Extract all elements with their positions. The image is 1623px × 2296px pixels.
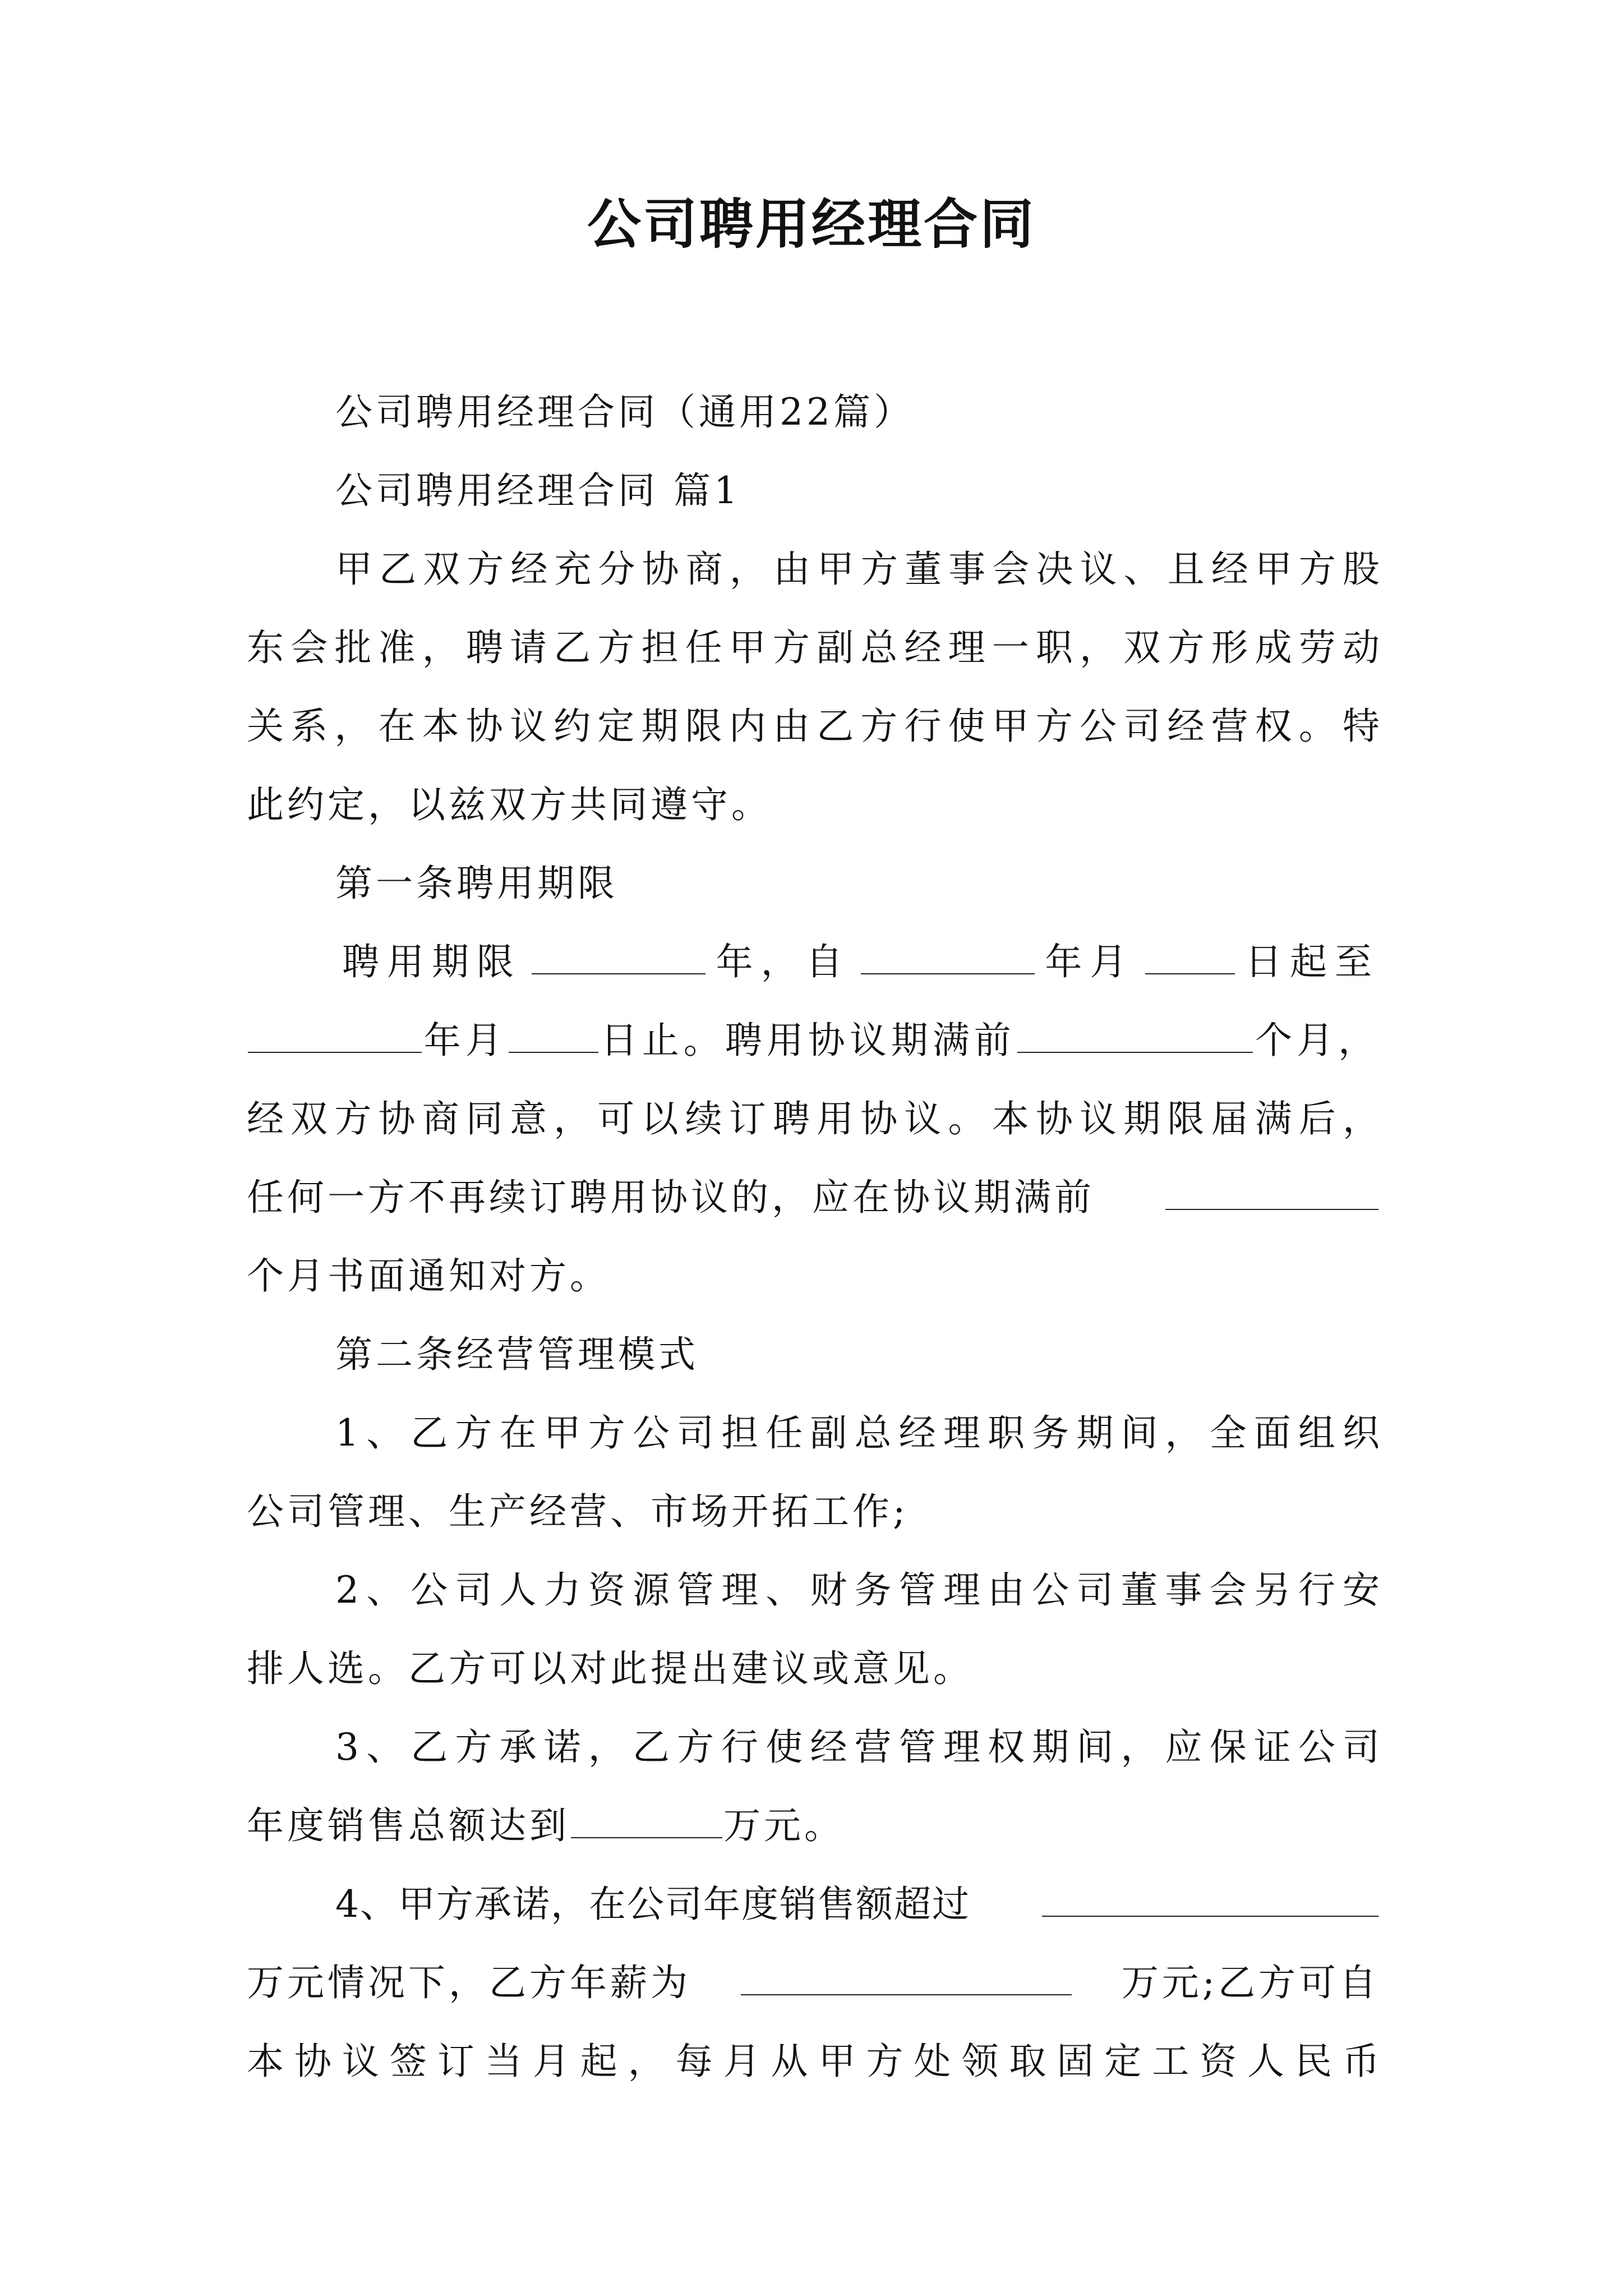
blank-field	[532, 938, 706, 974]
blank-field	[861, 938, 1035, 974]
article2-item3-line-1: 3、乙方承诺，乙方行使经营管理权期间，应保证公司	[335, 1726, 1380, 1769]
blank-field	[741, 1959, 1072, 1995]
blank-field	[571, 1802, 722, 1838]
article2-item2-line-2: 排人选。乙方可以对此提出建议或意见。	[247, 1647, 974, 1690]
article2-item4-line-1	[335, 1879, 1380, 1930]
text-run: 任何一方不再续订聘用协议的，应在协议期满前	[247, 1176, 1095, 1219]
text-run: 日止。聘用协议期满前	[600, 1019, 1016, 1062]
text-run: 聘用期限	[342, 940, 522, 983]
text-run: 个月，	[1255, 1019, 1380, 1062]
document-title: 公司聘用经理合同	[587, 193, 1036, 256]
text-run: 万元。	[723, 1804, 845, 1847]
text-run: 万元;乙方可自	[1121, 1961, 1380, 2004]
article2-item3-line-2	[247, 1801, 845, 1851]
text-run: 年月	[1045, 940, 1135, 983]
article2-item4-line-3: 本协议签订当月起，每月从甲方处领取固定工资人民币	[247, 2040, 1380, 2083]
blank-field	[1165, 1174, 1378, 1210]
blank-field	[509, 1017, 598, 1053]
article2-item1-line-1: 1、乙方在甲方公司担任副总经理职务期间，全面组织	[335, 1411, 1380, 1455]
text-run: 年度销售总额达到	[247, 1804, 570, 1847]
blank-field	[1042, 1881, 1378, 1917]
intro-line-1: 甲乙双方经充分协商，由甲方董事会决议、且经甲方股	[335, 547, 1380, 591]
article1-line-4	[247, 1172, 1380, 1223]
article2-heading: 第二条经营管理模式	[335, 1333, 699, 1376]
article1-heading: 第一条聘用期限	[335, 862, 618, 905]
text-run: 万元情况下，乙方年薪为	[247, 1961, 691, 2004]
blank-field	[1145, 938, 1235, 974]
article1-line-5: 个月书面通知对方。	[247, 1254, 610, 1297]
blank-field	[248, 1017, 422, 1053]
article1-line-3: 经双方协商同意，可以续订聘用协议。本协议期限届满后，	[247, 1097, 1380, 1140]
text-run: 4、甲方承诺，在公司年度销售额超过	[335, 1883, 970, 1926]
article1-line-2	[247, 1015, 1380, 1066]
text-run: 年，自	[716, 940, 851, 983]
text-run: 年月	[423, 1019, 507, 1062]
intro-line-3: 关系，在本协议约定期限内由乙方行使甲方公司经营权。特	[247, 705, 1380, 748]
part-heading: 公司聘用经理合同 篇1	[335, 469, 741, 512]
intro-line-4: 此约定，以兹双方共同遵守。	[247, 783, 772, 826]
blank-field	[1017, 1017, 1253, 1053]
article1-line-1	[342, 937, 1380, 987]
document-subtitle: 公司聘用经理合同（通用22篇）	[335, 390, 914, 434]
intro-line-2: 东会批准，聘请乙方担任甲方副总经理一职，双方形成劳动	[247, 626, 1380, 669]
article2-item4-line-2	[247, 1958, 1380, 2008]
text-run: 日起至	[1244, 940, 1380, 983]
article2-item2-line-1: 2、公司人力资源管理、财务管理由公司董事会另行安	[335, 1568, 1380, 1612]
article2-item1-line-2: 公司管理、生产经营、市场开拓工作;	[247, 1490, 909, 1533]
